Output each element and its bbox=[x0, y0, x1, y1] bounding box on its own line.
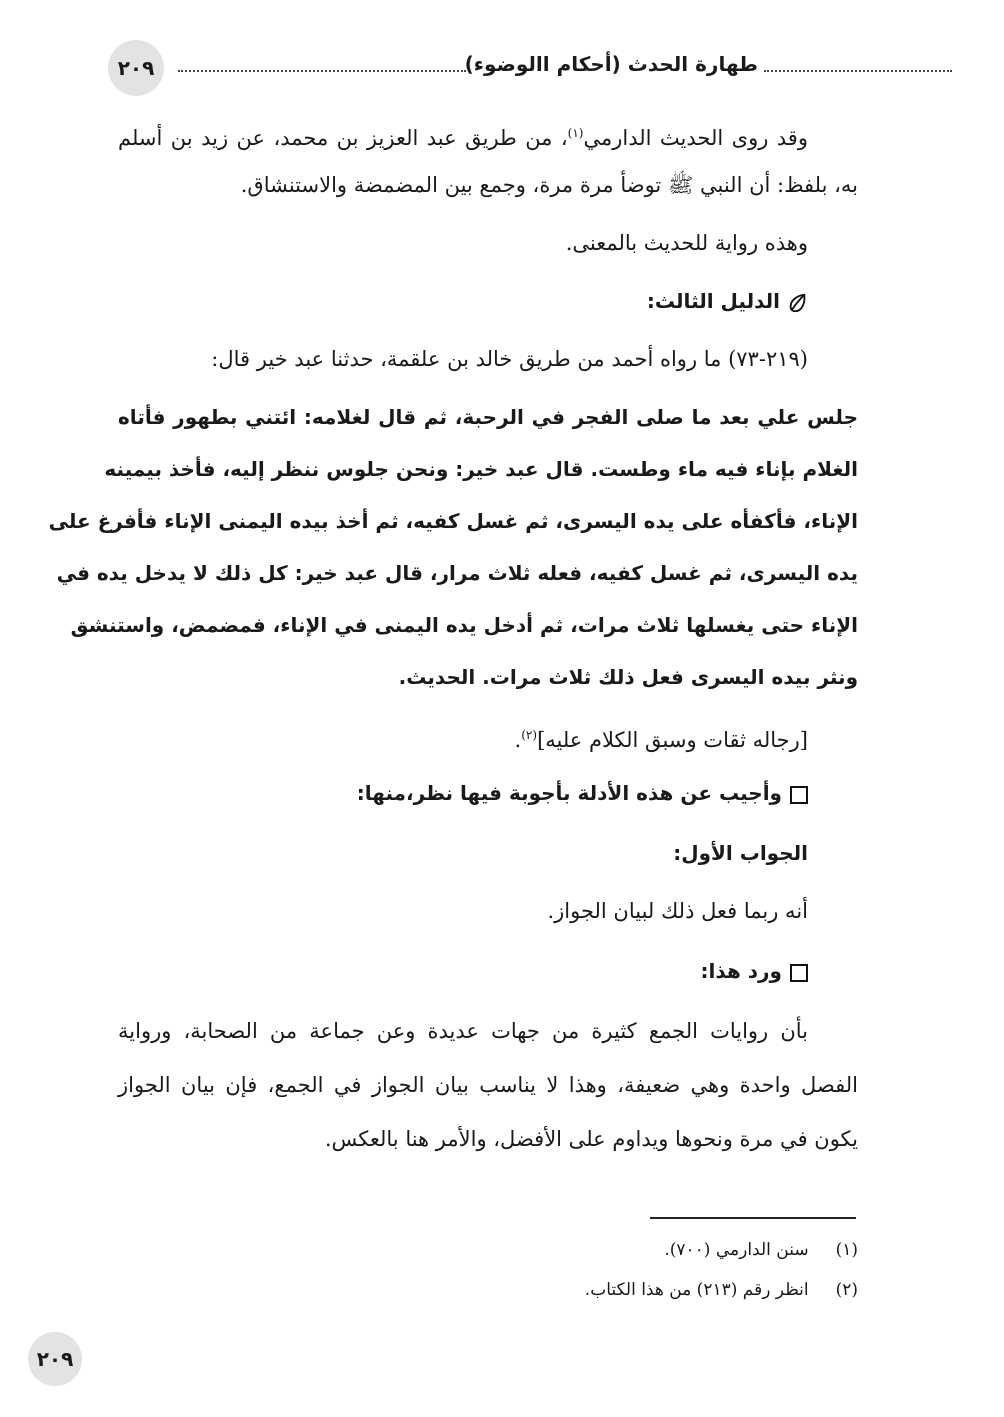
hadith-line: الإناء، فأكفأه على يده اليسرى، ثم غسل كفيه، ثم أخذ بيده اليمنى الإناء فأفرغ على bbox=[48, 509, 858, 533]
footnote-ref-1: (١) bbox=[567, 126, 584, 140]
header-dotted-leader-left bbox=[178, 70, 466, 72]
footnote-1-text: سنن الدارمي (٧٠٠). bbox=[664, 1240, 809, 1260]
first-answer-heading: الجواب الأول: bbox=[673, 841, 808, 865]
paragraph-1-line-1 bbox=[118, 118, 808, 153]
hadith-line: ونثر بيده اليسرى فعل ذلك ثلاث مرات. الحديث. bbox=[398, 665, 858, 689]
rebuttal-line: الفصل واحدة وهي ضعيفة، وهذا لا يناسب بيان الجواز في الجمع، فإن بيان الجواز bbox=[118, 1073, 858, 1097]
footnote-2-text: انظر رقم (٢١٣) من هذا الكتاب. bbox=[584, 1280, 809, 1300]
checkbox-icon bbox=[790, 786, 808, 804]
footnote-1 bbox=[118, 1238, 858, 1262]
hadith-line: الغلام بإناء فيه ماء وطست. قال عبد خير: ونحن جلوس ننظر إليه، فأخذ بيمينه bbox=[104, 457, 858, 481]
running-header bbox=[108, 40, 848, 98]
rebuttal-heading bbox=[118, 956, 808, 986]
answers-heading bbox=[118, 778, 808, 808]
footer-page-number: ٢٠٩ bbox=[28, 1332, 82, 1386]
hadith-grading bbox=[118, 720, 808, 755]
hadith-intro: (٢١٩-٧٣) ما رواه أحمد من طريق خالد بن علقمة، حدثنا عبد خير قال: bbox=[211, 347, 808, 371]
rebuttal-line: بأن روايات الجمع كثيرة من جهات عديدة وعن جماعة من الصحابة، ورواية bbox=[118, 1019, 808, 1043]
p1-text-after: ، من طريق عبد العزيز بن محمد، عن زيد بن أسلم bbox=[118, 126, 568, 150]
footnote-ref-2: (٢) bbox=[521, 728, 538, 742]
answers-heading-text: وأجيب عن هذه الأدلة بأجوبة فيها نظر،منها: bbox=[356, 781, 782, 805]
hadith-line: الإناء حتى يغسلها ثلاث مرات، ثم أدخل يده اليمنى في الإناء، فمضمض، واستنشق bbox=[70, 613, 858, 637]
footnote-2-number: (٢) bbox=[835, 1280, 858, 1300]
rebuttal-line: يكون في مرة ونحوها ويداوم على الأفضل، والأمر هنا بالعكس. bbox=[324, 1127, 858, 1151]
header-dotted-leader-right bbox=[764, 70, 952, 72]
header-page-number: ٢٠٩ bbox=[108, 40, 164, 96]
checkbox-icon bbox=[790, 964, 808, 982]
grading-end: . bbox=[514, 728, 522, 752]
footnote-separator bbox=[650, 1217, 856, 1219]
first-answer-text: أنه ربما فعل ذلك لبيان الجواز. bbox=[547, 899, 808, 923]
hadith-line: يده اليسرى، ثم غسل كفيه، فعله ثلاث مرار، قال عبد خير: كل ذلك لا يدخل يده في bbox=[56, 561, 858, 585]
paragraph-1-line-2: به، بلفظ: أن النبي ﷺ توضأ مرة مرة، وجمع بين المضمضة والاستنشاق. bbox=[240, 173, 858, 197]
paragraph-2: وهذه رواية للحديث بالمعنى. bbox=[565, 231, 808, 255]
heading-third-evidence bbox=[118, 286, 808, 316]
leaf-icon bbox=[786, 292, 808, 314]
header-title: طهارة الحدث (أحكام االوضوء) bbox=[464, 52, 758, 76]
grading-text: [رجاله ثقات وسبق الكلام عليه] bbox=[537, 728, 808, 752]
hadith-line: جلس علي بعد ما صلى الفجر في الرحبة، ثم قال لغلامه: ائتني بطهور فأتاه bbox=[118, 405, 858, 429]
heading-third-evidence-text: الدليل الثالث: bbox=[646, 289, 780, 313]
p1-text-before: وقد روى الحديث الدارمي bbox=[583, 126, 808, 150]
rebuttal-heading-text: ورد هذا: bbox=[700, 959, 782, 983]
footnote-1-number: (١) bbox=[835, 1240, 858, 1260]
footnote-2 bbox=[118, 1278, 858, 1302]
